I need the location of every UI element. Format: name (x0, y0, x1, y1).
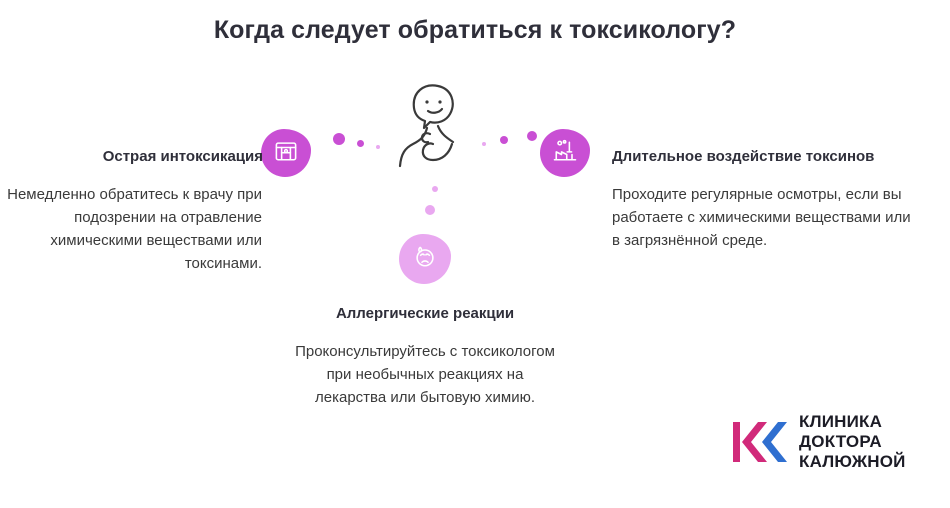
dot-left-2 (357, 140, 364, 147)
allergy-face-glyph (411, 243, 439, 276)
item-title-long: Длительное воздействие токсинов (612, 148, 875, 165)
logo-text (799, 412, 906, 472)
item-body-acute: Немедленно обратитесь к врачу при подозрении на отравление химическими веществами или токсинами. (7, 186, 262, 272)
item-body-long: Проходите регулярные осмотры, если вы работаете с химическими веществами или в загрязнённой среде. (612, 186, 911, 249)
logo-line-3: КАЛЮЖНОЙ (799, 452, 906, 471)
dot-left-3 (376, 145, 380, 149)
allergy-face-icon (399, 234, 451, 284)
item-title-acute: Острая интоксикация (102, 148, 263, 165)
dot-left-1 (333, 133, 345, 145)
thinking-person-icon (394, 78, 464, 170)
poison-hazard-glyph (272, 137, 300, 170)
dot-bottom-1 (425, 205, 435, 215)
item-title-allergy: Аллергические реакции (335, 305, 515, 322)
kk-logo-icon (733, 420, 787, 464)
poison-hazard-icon (261, 129, 311, 177)
clinic-logo (733, 411, 933, 473)
factory-pollution-icon (540, 129, 590, 177)
item-body-allergy: Проконсультируйтесь с токсикологом при необычных реакциях на лекарства или бытовую химию. (295, 343, 555, 406)
dot-right-3 (482, 142, 486, 146)
logo-line-1: КЛИНИКА (799, 412, 883, 431)
dot-right-1 (527, 131, 537, 141)
dot-bottom-2 (432, 186, 438, 192)
page-title: Когда следует обратиться к токсикологу? (213, 16, 737, 44)
factory-pollution-glyph (551, 137, 579, 170)
dot-right-2 (500, 136, 508, 144)
logo-line-2: ДОКТОРА (799, 432, 882, 451)
